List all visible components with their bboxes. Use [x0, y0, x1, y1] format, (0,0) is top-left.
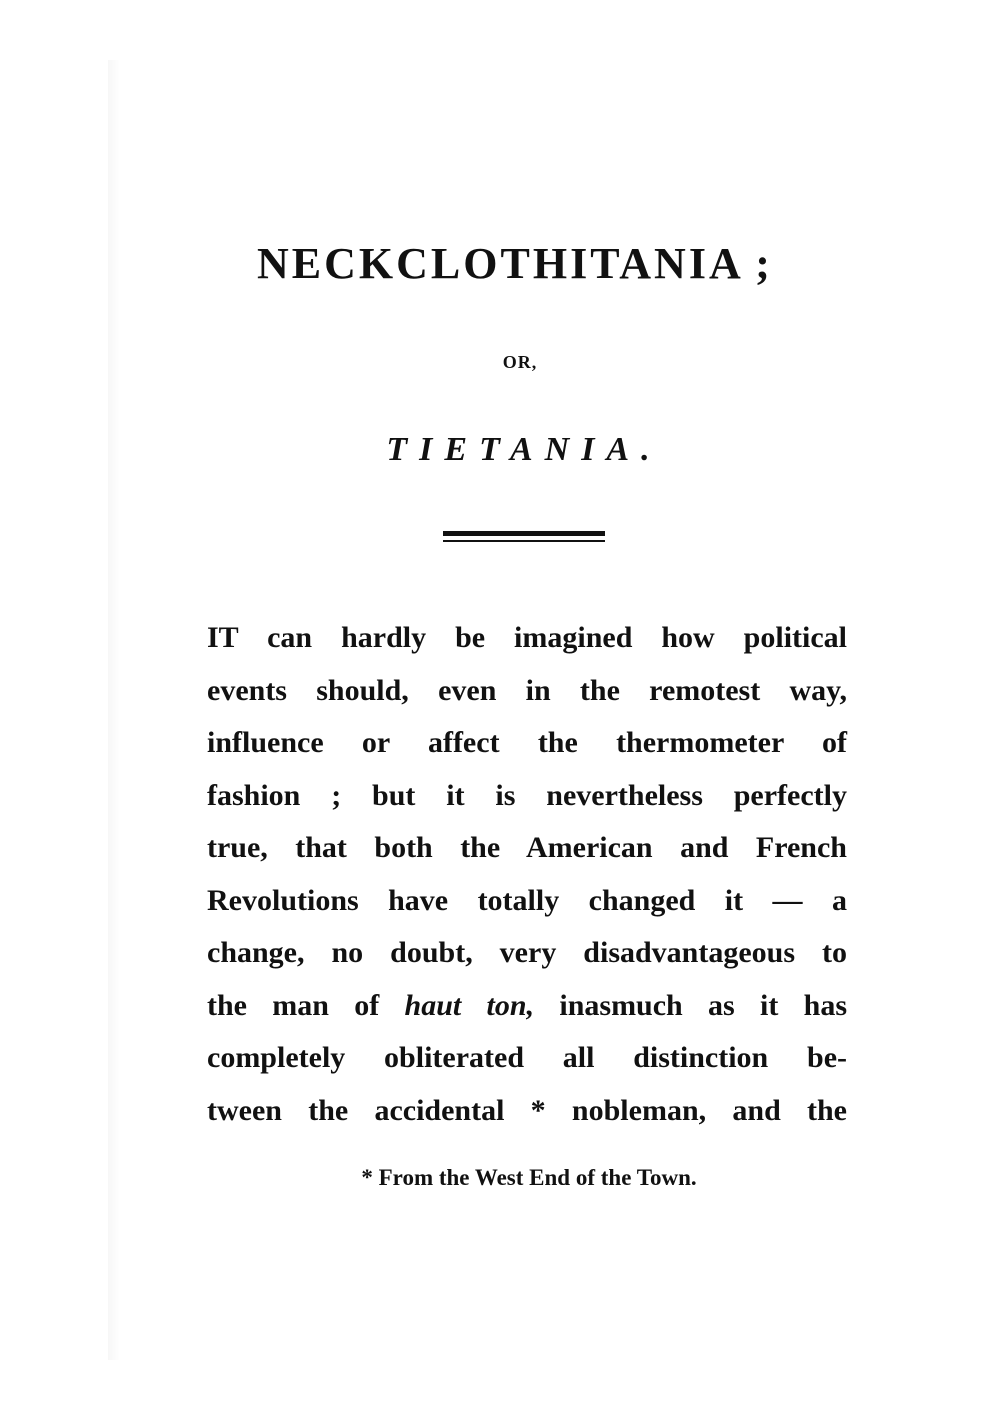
body-line: true, that both the American and French: [207, 831, 847, 864]
body-line-segment: the man of: [207, 988, 405, 1022]
body-line: influence or affect the thermometer of: [207, 726, 847, 759]
divider-thick-line: [443, 531, 605, 536]
body-line: change, no doubt, very disadvantageous to: [207, 936, 847, 969]
body-line: Revolutions have totally changed it — a: [207, 883, 847, 917]
divider-thin-line: [443, 540, 605, 542]
chapter-title: NECKCLOTHITANIA ;: [257, 239, 773, 288]
body-line-with-italic: [207, 980, 847, 1033]
double-rule-divider: [443, 531, 605, 545]
body-line: fashion ; but it is nevertheless perfectly: [207, 778, 847, 812]
body-line: events should, even in the remotest way,: [207, 673, 847, 707]
chapter-subtitle: TIETANIA.: [386, 431, 662, 468]
body-line-segment: inasmuch as it has: [534, 988, 847, 1022]
footnote: * From the West End of the Town.: [361, 1165, 697, 1190]
body-paragraph: [207, 612, 847, 1137]
italic-phrase: haut ton,: [404, 988, 535, 1022]
body-line: IT can hardly be imagined how political: [207, 621, 847, 654]
or-connector: OR,: [502, 352, 538, 372]
body-line: completely obliterated all distinction be-: [207, 1041, 847, 1074]
body-line: tween the accidental * nobleman, and the: [207, 1093, 847, 1127]
